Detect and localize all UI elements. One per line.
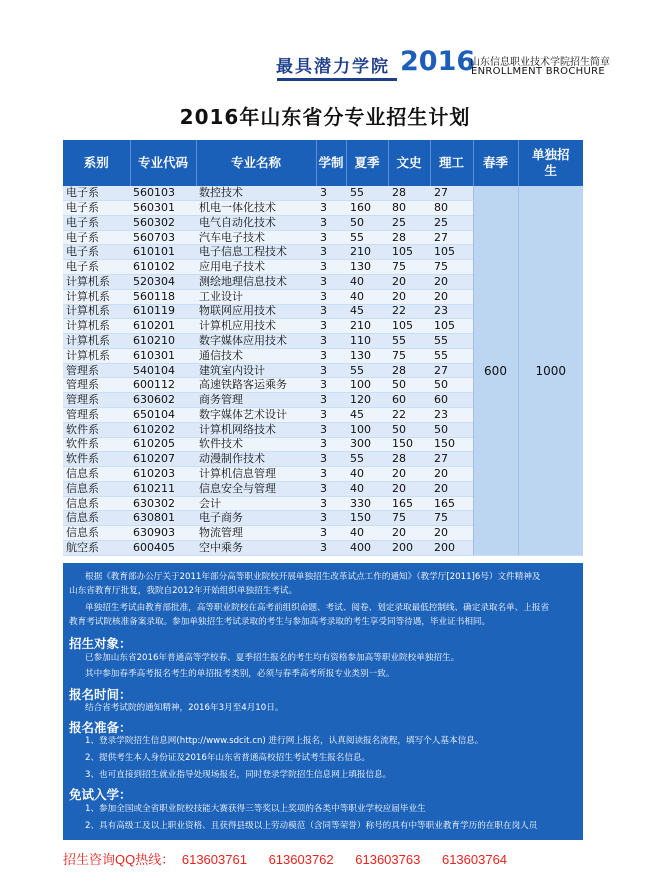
cell-science: 50 bbox=[430, 378, 473, 393]
cell-liberal-arts: 105 bbox=[388, 319, 430, 334]
section-text: 3、也可直接到招生就业指导处现场报名，同时登录学院招生信息网上填报信息。 bbox=[85, 770, 392, 780]
table-row bbox=[63, 186, 583, 201]
cell-major: 物联网应用技术 bbox=[196, 304, 316, 319]
qq-label: 招生咨询QQ热线： bbox=[63, 852, 175, 867]
cell-summer: 55 bbox=[346, 452, 388, 467]
cell-liberal-arts: 80 bbox=[388, 201, 430, 216]
cell-years: 3 bbox=[316, 245, 346, 260]
cell-major: 数控技术 bbox=[196, 186, 316, 201]
enrollment-plan-table bbox=[63, 140, 583, 556]
cell-code: 650104 bbox=[130, 407, 196, 422]
slogan: 最具潜力学院 bbox=[276, 57, 390, 77]
cell-summer: 40 bbox=[346, 467, 388, 482]
cell-years: 3 bbox=[316, 511, 346, 526]
cell-dept: 软件系 bbox=[63, 452, 130, 467]
cell-science: 200 bbox=[430, 541, 473, 556]
cell-science: 27 bbox=[430, 230, 473, 245]
cell-summer: 100 bbox=[346, 378, 388, 393]
cell-science: 23 bbox=[430, 304, 473, 319]
section-text: 已参加山东省2016年普通高等学校春、夏季招生报名的考生均有资格参加高等职业院校单独招生。 bbox=[85, 653, 460, 663]
cell-major: 软件技术 bbox=[196, 437, 316, 452]
cell-summer: 40 bbox=[346, 274, 388, 289]
cell-years: 3 bbox=[316, 274, 346, 289]
cell-years: 3 bbox=[316, 363, 346, 378]
col-header-liberal-arts: 文史 bbox=[388, 140, 430, 186]
cell-science: 55 bbox=[430, 334, 473, 349]
cell-years: 3 bbox=[316, 467, 346, 482]
cell-code: 610201 bbox=[130, 319, 196, 334]
slogan-underline bbox=[277, 78, 397, 81]
col-header-dept: 系别 bbox=[63, 140, 130, 186]
cell-liberal-arts: 28 bbox=[388, 186, 430, 201]
cell-dept: 电子系 bbox=[63, 186, 130, 201]
cell-code: 560703 bbox=[130, 230, 196, 245]
cell-liberal-arts: 200 bbox=[388, 541, 430, 556]
cell-code: 630903 bbox=[130, 526, 196, 541]
section-text: 2、具有高级工及以上职业资格、且获得县级以上劳动模范（含同等荣誉）称号的具有中等职业教育学历的在职在岗人员 bbox=[85, 821, 538, 831]
cell-years: 3 bbox=[316, 319, 346, 334]
section-heading-exemption: 免试入学： bbox=[69, 787, 132, 802]
cell-liberal-arts: 20 bbox=[388, 274, 430, 289]
cell-dept: 航空系 bbox=[63, 541, 130, 556]
cell-major: 数字媒体艺术设计 bbox=[196, 407, 316, 422]
cell-major: 高速铁路客运乘务 bbox=[196, 378, 316, 393]
cell-liberal-arts: 28 bbox=[388, 452, 430, 467]
cell-code: 520304 bbox=[130, 274, 196, 289]
cell-dept: 计算机系 bbox=[63, 274, 130, 289]
cell-liberal-arts: 165 bbox=[388, 496, 430, 511]
cell-years: 3 bbox=[316, 496, 346, 511]
cell-science: 27 bbox=[430, 363, 473, 378]
cell-summer: 160 bbox=[346, 201, 388, 216]
section-text: 2、提供考生本人身份证及2016年山东省普通高校招生考试考生报名信息。 bbox=[85, 753, 371, 763]
cell-dept: 计算机系 bbox=[63, 289, 130, 304]
cell-summer: 50 bbox=[346, 215, 388, 230]
section-text: 其中参加春季高考报名考生的单招报考类别，必须与春季高考所报专业类别一致。 bbox=[85, 669, 395, 679]
cell-liberal-arts: 60 bbox=[388, 393, 430, 408]
cell-dept: 信息系 bbox=[63, 481, 130, 496]
cell-years: 3 bbox=[316, 334, 346, 349]
cell-major: 电气自动化技术 bbox=[196, 215, 316, 230]
cell-dept: 管理系 bbox=[63, 378, 130, 393]
cell-summer: 150 bbox=[346, 511, 388, 526]
table-body bbox=[63, 186, 583, 556]
cell-summer: 55 bbox=[346, 230, 388, 245]
cell-science: 50 bbox=[430, 422, 473, 437]
intro-text: 单独招生考试由教育部批准，高等职业院校在高考前组织命题、考试、阅卷、划定录取最低控制线、确定录取名单、上报省 bbox=[85, 603, 550, 613]
cell-liberal-arts: 28 bbox=[388, 363, 430, 378]
cell-science: 165 bbox=[430, 496, 473, 511]
cell-summer: 120 bbox=[346, 393, 388, 408]
cell-summer: 300 bbox=[346, 437, 388, 452]
cell-major: 数字媒体应用技术 bbox=[196, 334, 316, 349]
col-header-spring: 春季 bbox=[473, 140, 518, 186]
cell-science: 27 bbox=[430, 452, 473, 467]
cell-major: 测绘地理信息技术 bbox=[196, 274, 316, 289]
col-header-single: 单独招生 bbox=[518, 140, 583, 186]
col-header-science: 理工 bbox=[430, 140, 473, 186]
qq-number[interactable]: 613603763 bbox=[355, 852, 421, 867]
cell-liberal-arts: 75 bbox=[388, 511, 430, 526]
cell-code: 630602 bbox=[130, 393, 196, 408]
cell-code: 540104 bbox=[130, 363, 196, 378]
cell-science: 75 bbox=[430, 260, 473, 275]
cell-science: 20 bbox=[430, 481, 473, 496]
cell-major: 计算机网络技术 bbox=[196, 422, 316, 437]
cell-code: 610203 bbox=[130, 467, 196, 482]
cell-liberal-arts: 105 bbox=[388, 245, 430, 260]
col-header-summer: 夏季 bbox=[346, 140, 388, 186]
cell-major: 空中乘务 bbox=[196, 541, 316, 556]
table-header-row bbox=[63, 140, 583, 186]
cell-major: 物流管理 bbox=[196, 526, 316, 541]
cell-science: 20 bbox=[430, 289, 473, 304]
cell-code: 630801 bbox=[130, 511, 196, 526]
cell-dept: 计算机系 bbox=[63, 319, 130, 334]
cell-summer: 40 bbox=[346, 289, 388, 304]
cell-science: 23 bbox=[430, 407, 473, 422]
cell-years: 3 bbox=[316, 289, 346, 304]
qq-hotline bbox=[63, 849, 583, 868]
cell-science: 105 bbox=[430, 319, 473, 334]
cell-major: 建筑室内设计 bbox=[196, 363, 316, 378]
cell-science: 105 bbox=[430, 245, 473, 260]
info-panel bbox=[63, 563, 583, 840]
cell-dept: 电子系 bbox=[63, 260, 130, 275]
cell-science: 60 bbox=[430, 393, 473, 408]
intro-text: 根据《教育部办公厅关于2011年部分高等职业院校开展单独招生改革试点工作的通知》（教学厅[2011]6号）文件精神及 bbox=[85, 572, 541, 582]
cell-dept: 计算机系 bbox=[63, 348, 130, 363]
cell-code: 600112 bbox=[130, 378, 196, 393]
cell-major: 汽车电子技术 bbox=[196, 230, 316, 245]
cell-code: 610210 bbox=[130, 334, 196, 349]
section-text: 1、参加全国或全省职业院校技能大赛获得三等奖以上奖项的各类中等职业学校应届毕业生 bbox=[85, 804, 426, 814]
cell-liberal-arts: 150 bbox=[388, 437, 430, 452]
cell-years: 3 bbox=[316, 186, 346, 201]
cell-dept: 软件系 bbox=[63, 437, 130, 452]
cell-major: 动漫制作技术 bbox=[196, 452, 316, 467]
cell-liberal-arts: 22 bbox=[388, 407, 430, 422]
cell-years: 3 bbox=[316, 541, 346, 556]
cell-years: 3 bbox=[316, 422, 346, 437]
cell-summer: 400 bbox=[346, 541, 388, 556]
col-header-major: 专业名称 bbox=[196, 140, 316, 186]
cell-liberal-arts: 75 bbox=[388, 348, 430, 363]
cell-single-total: 1000 bbox=[518, 186, 583, 556]
school-name: 山东信息职业技术学院招生简章 bbox=[470, 57, 610, 68]
cell-major: 机电一体化技术 bbox=[196, 201, 316, 216]
qq-number[interactable]: 613603762 bbox=[268, 852, 334, 867]
cell-dept: 电子系 bbox=[63, 245, 130, 260]
cell-code: 610102 bbox=[130, 260, 196, 275]
cell-code: 560302 bbox=[130, 215, 196, 230]
cell-summer: 110 bbox=[346, 334, 388, 349]
cell-code: 610202 bbox=[130, 422, 196, 437]
cell-code: 560118 bbox=[130, 289, 196, 304]
cell-code: 630302 bbox=[130, 496, 196, 511]
section-heading-preparation: 报名准备： bbox=[69, 720, 132, 735]
cell-dept: 信息系 bbox=[63, 467, 130, 482]
cell-liberal-arts: 28 bbox=[388, 230, 430, 245]
cell-science: 55 bbox=[430, 348, 473, 363]
cell-code: 610101 bbox=[130, 245, 196, 260]
cell-summer: 40 bbox=[346, 526, 388, 541]
cell-summer: 210 bbox=[346, 245, 388, 260]
cell-years: 3 bbox=[316, 407, 346, 422]
cell-liberal-arts: 20 bbox=[388, 481, 430, 496]
cell-science: 20 bbox=[430, 526, 473, 541]
cell-science: 75 bbox=[430, 511, 473, 526]
brochure-year: 2016 bbox=[400, 46, 476, 77]
cell-dept: 电子系 bbox=[63, 230, 130, 245]
cell-dept: 管理系 bbox=[63, 393, 130, 408]
cell-summer: 40 bbox=[346, 481, 388, 496]
cell-code: 600405 bbox=[130, 541, 196, 556]
cell-years: 3 bbox=[316, 260, 346, 275]
cell-major: 电子信息工程技术 bbox=[196, 245, 316, 260]
cell-dept: 软件系 bbox=[63, 422, 130, 437]
cell-science: 25 bbox=[430, 215, 473, 230]
cell-summer: 210 bbox=[346, 319, 388, 334]
cell-major: 信息安全与管理 bbox=[196, 481, 316, 496]
section-heading-targets: 招生对象： bbox=[69, 636, 132, 651]
cell-dept: 管理系 bbox=[63, 363, 130, 378]
cell-summer: 130 bbox=[346, 348, 388, 363]
cell-dept: 计算机系 bbox=[63, 334, 130, 349]
cell-years: 3 bbox=[316, 437, 346, 452]
section-heading-time: 报名时间： bbox=[69, 687, 132, 702]
cell-liberal-arts: 50 bbox=[388, 422, 430, 437]
cell-dept: 信息系 bbox=[63, 526, 130, 541]
cell-code: 610301 bbox=[130, 348, 196, 363]
cell-major: 计算机信息管理 bbox=[196, 467, 316, 482]
cell-science: 20 bbox=[430, 467, 473, 482]
cell-code: 610207 bbox=[130, 452, 196, 467]
cell-liberal-arts: 50 bbox=[388, 378, 430, 393]
cell-dept: 电子系 bbox=[63, 201, 130, 216]
qq-number[interactable]: 613603764 bbox=[441, 852, 508, 867]
brochure-label: ENROLLMENT BROCHURE bbox=[471, 66, 605, 77]
cell-years: 3 bbox=[316, 348, 346, 363]
cell-liberal-arts: 55 bbox=[388, 334, 430, 349]
cell-years: 3 bbox=[316, 452, 346, 467]
cell-spring-total: 600 bbox=[473, 186, 518, 556]
cell-major: 电子商务 bbox=[196, 511, 316, 526]
cell-liberal-arts: 25 bbox=[388, 215, 430, 230]
cell-dept: 信息系 bbox=[63, 496, 130, 511]
cell-code: 560301 bbox=[130, 201, 196, 216]
cell-summer: 100 bbox=[346, 422, 388, 437]
intro-text: 山东省教育厅批复，我院自2012年开始组织单独招生考试。 bbox=[69, 586, 298, 596]
cell-major: 应用电子技术 bbox=[196, 260, 316, 275]
cell-years: 3 bbox=[316, 230, 346, 245]
cell-years: 3 bbox=[316, 378, 346, 393]
cell-science: 150 bbox=[430, 437, 473, 452]
col-header-code: 专业代码 bbox=[130, 140, 196, 186]
cell-code: 610211 bbox=[130, 481, 196, 496]
cell-years: 3 bbox=[316, 526, 346, 541]
cell-major: 工业设计 bbox=[196, 289, 316, 304]
page-title: 2016年山东省分专业招生计划 bbox=[179, 105, 471, 129]
cell-years: 3 bbox=[316, 481, 346, 496]
cell-major: 通信技术 bbox=[196, 348, 316, 363]
cell-major: 商务管理 bbox=[196, 393, 316, 408]
cell-summer: 130 bbox=[346, 260, 388, 275]
cell-code: 610205 bbox=[130, 437, 196, 452]
cell-major: 会计 bbox=[196, 496, 316, 511]
cell-years: 3 bbox=[316, 201, 346, 216]
cell-liberal-arts: 20 bbox=[388, 467, 430, 482]
cell-years: 3 bbox=[316, 393, 346, 408]
cell-years: 3 bbox=[316, 215, 346, 230]
cell-summer: 45 bbox=[346, 304, 388, 319]
brochure-header bbox=[0, 0, 650, 88]
cell-liberal-arts: 20 bbox=[388, 526, 430, 541]
qq-number[interactable]: 613603761 bbox=[181, 852, 247, 867]
cell-code: 610119 bbox=[130, 304, 196, 319]
cell-science: 80 bbox=[430, 201, 473, 216]
cell-science: 20 bbox=[430, 274, 473, 289]
cell-summer: 55 bbox=[346, 186, 388, 201]
section-text: 结合省考试院的通知精神，2016年3月至4月10日。 bbox=[85, 703, 284, 713]
cell-dept: 计算机系 bbox=[63, 304, 130, 319]
cell-dept: 信息系 bbox=[63, 511, 130, 526]
cell-code: 560103 bbox=[130, 186, 196, 201]
cell-summer: 55 bbox=[346, 363, 388, 378]
cell-dept: 管理系 bbox=[63, 407, 130, 422]
cell-liberal-arts: 22 bbox=[388, 304, 430, 319]
cell-liberal-arts: 75 bbox=[388, 260, 430, 275]
cell-summer: 45 bbox=[346, 407, 388, 422]
cell-summer: 330 bbox=[346, 496, 388, 511]
cell-major: 计算机应用技术 bbox=[196, 319, 316, 334]
cell-liberal-arts: 20 bbox=[388, 289, 430, 304]
cell-dept: 电子系 bbox=[63, 215, 130, 230]
cell-years: 3 bbox=[316, 304, 346, 319]
section-text: 1、登录学院招生信息网(http://www.sdcit.cn) 进行网上报名，认真阅读报名流程，填写个人基本信息。 bbox=[85, 736, 484, 746]
col-header-years: 学制 bbox=[316, 140, 346, 186]
cell-science: 27 bbox=[430, 186, 473, 201]
intro-text: 教育考试院核准备案录取。参加单独招生考试录取的考生与参加高考录取的考生享受同等待遇，毕业证书相同。 bbox=[69, 617, 491, 627]
